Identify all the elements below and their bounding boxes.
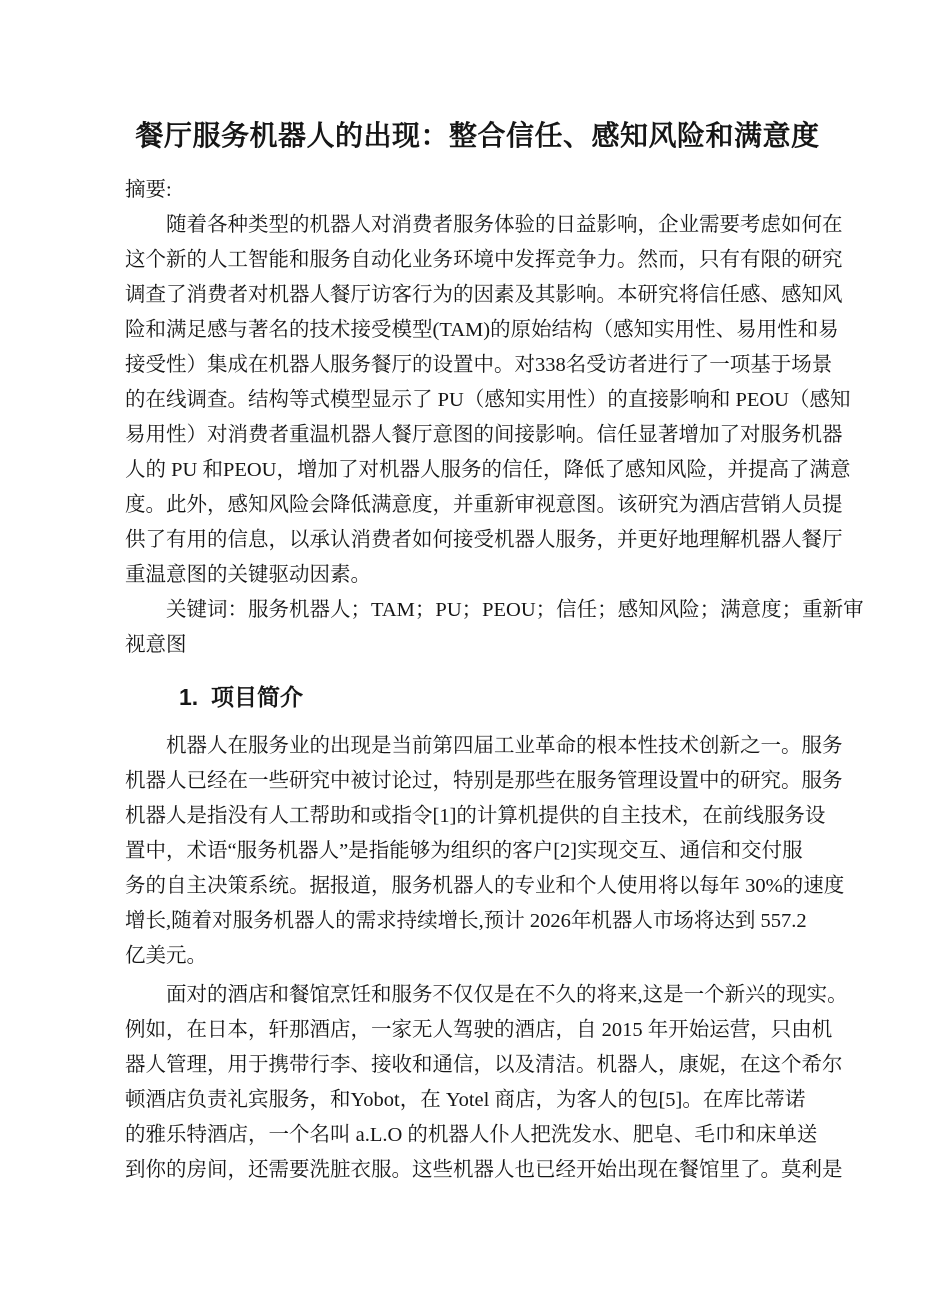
text-line: 机器人在服务业的出现是当前第四届工业革命的根本性技术创新之一。服务 (125, 735, 843, 757)
text-line: 顿酒店负责礼宾服务，和Yobot，在 Yotel 商店，为客人的包[5]。在库比蒂诺 (125, 1089, 806, 1111)
text-line: 接受性）集成在机器人服务餐厅的设置中。对338名受访者进行了一项基于场景 (125, 354, 833, 376)
text-line: 增长,随着对服务机器人的需求持续增长,预计 2026年机器人市场将达到 557.2 (125, 910, 807, 932)
text-line: 到你的房间，还需要洗脏衣服。这些机器人也已经开始出现在餐馆里了。莫利是 (125, 1159, 843, 1181)
text-line: 重温意图的关键驱动因素。 (125, 564, 371, 586)
intro-paragraph-2 (125, 978, 848, 1188)
abstract-label: 摘要: (125, 179, 172, 201)
text-line: 机器人是指没有人工帮助和或指令[1]的计算机提供的自主技术，在前线服务设 (125, 805, 826, 827)
text-line: 机器人已经在一些研究中被讨论过，特别是那些在服务管理设置中的研究。服务 (125, 770, 843, 792)
text-line: 例如，在日本，轩那酒店，一家无人驾驶的酒店，自 2015 年开始运营，只由机 (125, 1019, 833, 1041)
document-title: 餐厅服务机器人的出现：整合信任、感知风险和满意度 (135, 120, 820, 151)
section-1-heading: 1. 项目简介 (179, 684, 303, 710)
text-line: 亿美元。 (125, 945, 207, 967)
text-line: 的雅乐特酒店，一个名叫 a.L.O 的机器人仆人把洗发水、肥皂、毛巾和床单送 (125, 1124, 818, 1146)
text-line: 置中，术语“服务机器人”是指能够为组织的客户[2]实现交互、通信和交付服 (125, 840, 803, 862)
text-line: 供了有用的信息，以承认消费者如何接受机器人服务，并更好地理解机器人餐厅 (125, 529, 843, 551)
text-line: 的在线调查。结构等式模型显示了 PU（感知实用性）的直接影响和 PEOU（感知 (125, 389, 851, 411)
text-line: 易用性）对消费者重温机器人餐厅意图的间接影响。信任显著增加了对服务机器 (125, 424, 843, 446)
text-line: 器人管理，用于携带行李、接收和通信，以及清洁。机器人，康妮，在这个希尔 (125, 1054, 843, 1076)
abstract-body (125, 208, 851, 593)
keywords-text (125, 593, 864, 663)
text-line: 务的自主决策系统。据报道，服务机器人的专业和个人使用将以每年 30%的速度 (125, 875, 845, 897)
text-line: 调查了消费者对机器人餐厅访客行为的因素及其影响。本研究将信任感、感知风 (125, 284, 843, 306)
text-line: 险和满足感与著名的技术接受模型(TAM)的原始结构（感知实用性、易用性和易 (125, 319, 839, 341)
text-line: 这个新的人工智能和服务自动化业务环境中发挥竞争力。然而，只有有限的研究 (125, 249, 843, 271)
text-line: 关键词：服务机器人；TAM；PU；PEOU；信任；感知风险；满意度；重新审 (125, 599, 864, 621)
text-line: 人的 PU 和PEOU，增加了对机器人服务的信任，降低了感知风险，并提高了满意 (125, 459, 851, 481)
text-line: 度。此外，感知风险会降低满意度，并重新审视意图。该研究为酒店营销人员提 (125, 494, 843, 516)
abstract-section (125, 173, 864, 663)
intro-paragraph-1 (125, 729, 845, 974)
text-line: 视意图 (125, 634, 187, 656)
text-line: 随着各种类型的机器人对消费者服务体验的日益影响，企业需要考虑如何在 (125, 214, 843, 236)
text-line: 面对的酒店和餐馆烹饪和服务不仅仅是在不久的将来,这是一个新兴的现实。 (125, 984, 848, 1006)
